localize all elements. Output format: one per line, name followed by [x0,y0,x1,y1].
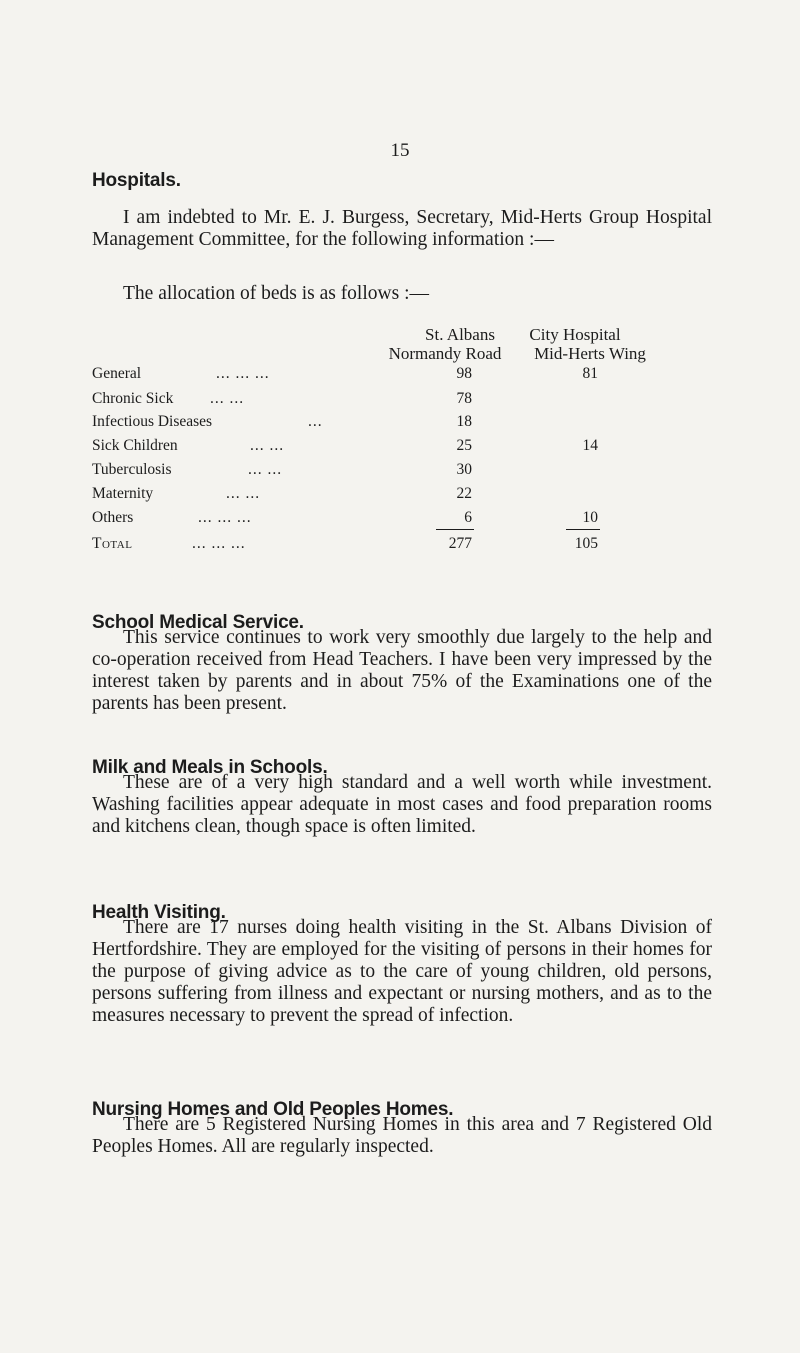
health-text: There are 17 nurses doing health visiting in the St. Albans Division of Hertfordshire. They are employed for the visiting of persons in their homes for the purpose of giving advice as to the care of young children, old persons, persons suffering from illness and expectant or nursing mothers, and as to the measures necessary to prevent the spread of infection. [92,917,712,1026]
table-row-leader: ... ... [250,437,285,454]
st-albans-col-line2: Normandy Road [388,344,502,363]
allocation-intro: The allocation of beds is as follows :— [123,283,429,304]
milk-heading: Milk and Meals in Schools. [92,757,328,778]
table-row-leader: ... ... ... [216,365,270,382]
st-albans-value: 78 [456,390,472,407]
table-row-leader: ... ... [210,390,245,407]
st-albans-value: 25 [456,437,472,454]
page-number: 15 [390,140,410,161]
nursing-heading: Nursing Homes and Old Peoples Homes. [92,1099,454,1120]
city-hospital-total-rule [566,529,600,530]
st-albans-total-rule [436,529,474,530]
table-row-label: Maternity [92,485,154,502]
st-albans-value: 98 [456,365,472,382]
nursing-text: There are 5 Registered Nursing Homes in this area and 7 Registered Old Peoples Homes. All are regularly inspected. [92,1114,712,1157]
city-hospital-col-line1: City Hospital [529,325,621,344]
table-row-label: General [92,365,142,382]
health-heading: Health Visiting. [92,902,226,923]
table-row-label: Others [92,509,134,526]
table-row-leader: ... [308,413,323,430]
table-row-leader: ... ... [248,461,283,478]
st-albans-value: 22 [456,485,472,502]
total-leader: ... ... ... [192,535,246,552]
table-row-leader: ... ... ... [198,509,252,526]
table-row-label: Chronic Sick [92,390,174,407]
table-row-leader: ... ... [226,485,261,502]
st-albans-col-line1: St. Albans [425,325,495,344]
table-row-label: Tuberculosis [92,461,172,478]
city-hospital-value: 10 [582,509,598,526]
st-albans-value: 6 [464,509,472,526]
school-heading: School Medical Service. [92,612,304,633]
total-label: Total [92,535,133,552]
st-albans-total: 277 [448,535,472,552]
city-hospital-value: 81 [582,365,598,382]
city-hospital-col-line2: Mid-Herts Wing [534,344,646,363]
st-albans-value: 18 [456,413,472,430]
city-hospital-total: 105 [574,535,598,552]
hospitals-heading: Hospitals. [92,170,181,191]
st-albans-value: 30 [456,461,472,478]
table-row-label: Infectious Diseases [92,413,213,430]
milk-text: These are of a very high standard and a well worth while investment. Washing facilities appear adequate in most cases and food preparation rooms and kitchens clean, though space is often limited. [92,772,712,837]
school-text: This service continues to work very smoothly due largely to the help and co-operation received from Head Teachers. I have been very impressed by the interest taken by parents and in about 75% of the Examinations one of the parents has been present. [92,627,712,714]
hospitals-intro: I am indebted to Mr. E. J. Burgess, Secretary, Mid-Herts Group Hospital Management Committee, for the following information :— [92,207,712,250]
city-hospital-value: 14 [582,437,598,454]
table-row-label: Sick Children [92,437,178,454]
